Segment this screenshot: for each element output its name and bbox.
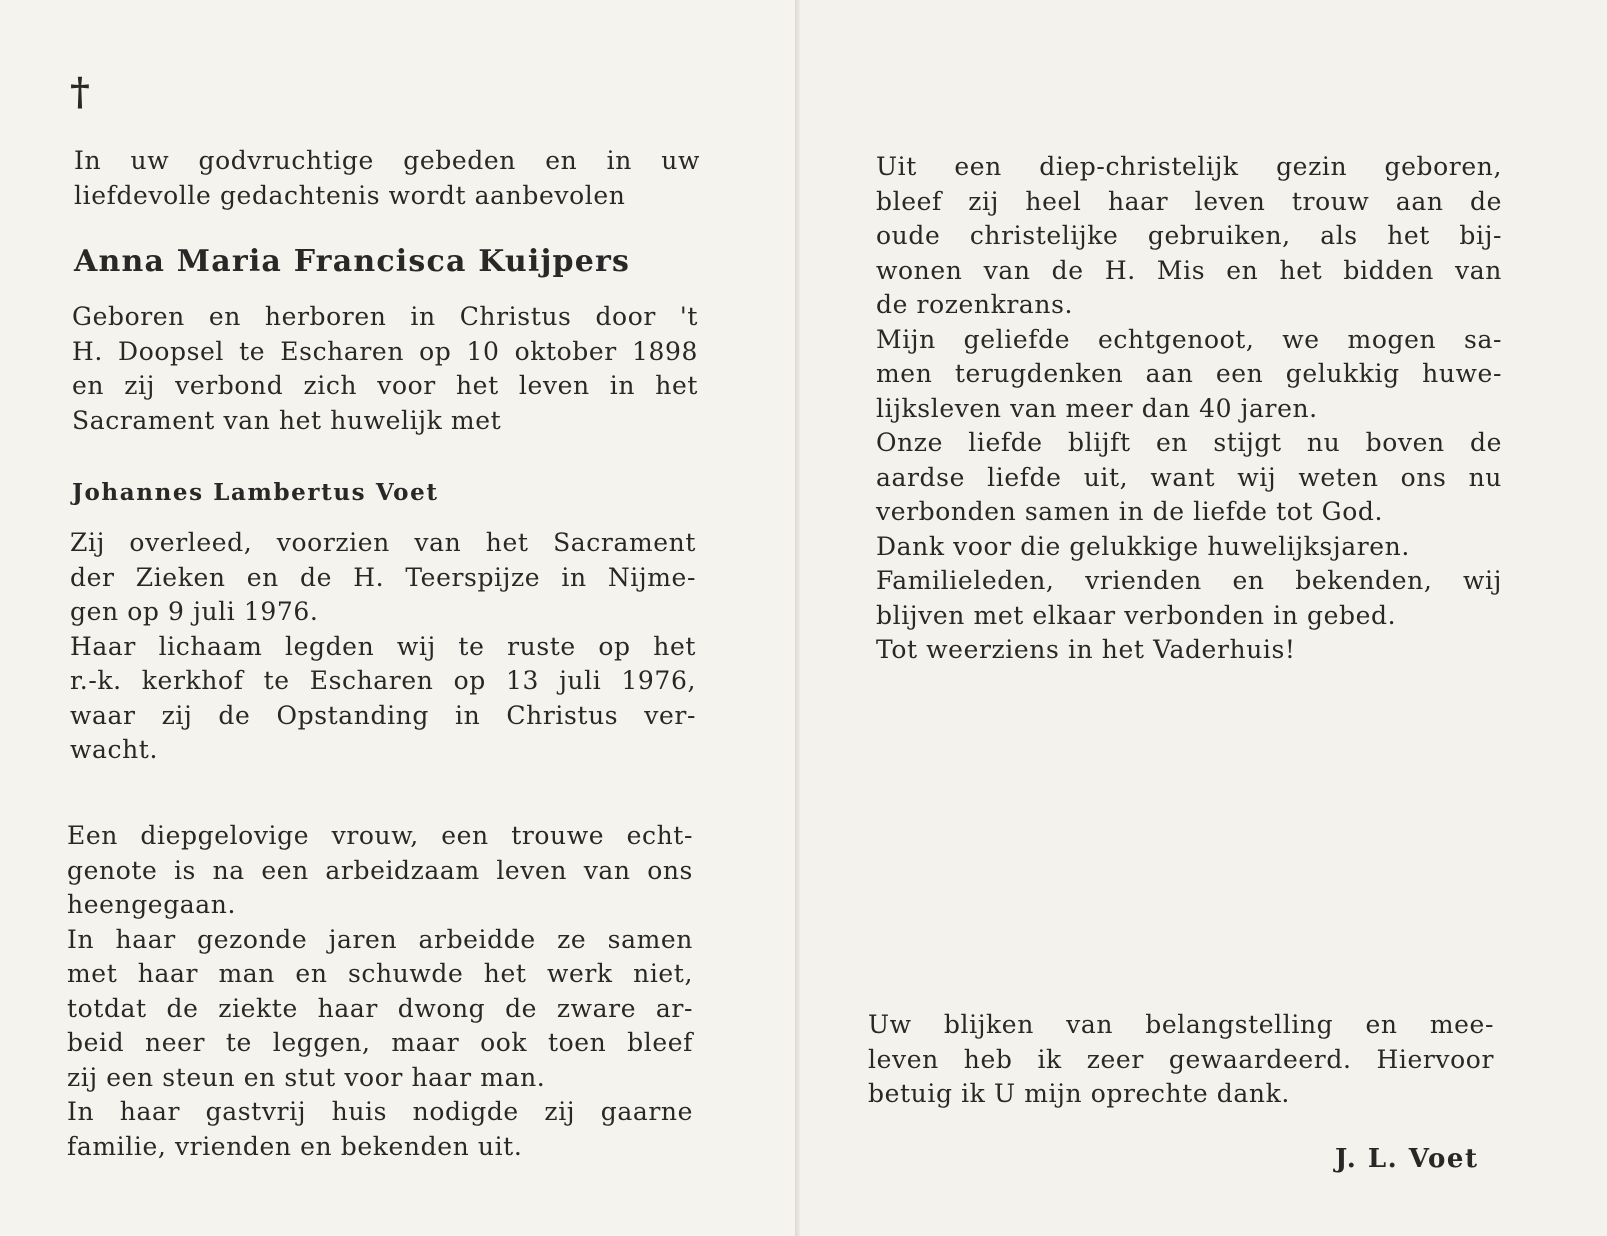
reflection-line: aardse liefde uit, want wij weten ons nu [876,462,1502,492]
tribute-line: heengegaan. [67,890,237,919]
reflection-line: Dank voor die gelukkige huwelijksjaren. [876,531,1410,561]
thanks-paragraph [868,1008,1494,1112]
birth-paragraph [72,300,698,438]
tribute-line: beid neer te leggen, maar ook toen bleef [67,1028,693,1057]
death-line: r.-k. kerkhof te Escharen op 13 juli 1976, [70,666,696,695]
tribute-line: Een diepgelovige vrouw, een trouwe echt- [67,821,693,850]
thanks-line: Uw blijken van belangstelling en mee- [868,1010,1494,1039]
birth-line: Sacrament van het huwelijk met [72,405,502,435]
cross-icon: † [70,69,90,114]
intro-paragraph [74,144,700,213]
reflection-line: blijven met elkaar verbonden in gebed. [876,600,1397,630]
reflection-line: Tot weerziens in het Vaderhuis! [876,635,1296,664]
death-line: wacht. [70,735,158,764]
tribute-line: genote is na een arbeidzaam leven van ons [67,855,693,885]
birth-line: en zij verbond zich voor het leven in het [72,371,698,400]
deceased-name: Anna Maria Francisca Kuijpers [74,244,631,279]
death-paragraph [70,526,696,768]
tribute-line: totdat de ziekte haar dwong de zware ar- [67,993,693,1023]
reflection-line: oude christelijke gebruiken, als het bij- [876,221,1502,250]
signature: J. L. Voet [1335,1144,1479,1174]
death-line: der Zieken en de H. Teerspijze in Nijme- [70,562,696,592]
intro-line: In uw godvruchtige gebeden en in uw [74,146,700,175]
birth-line: H. Doopsel te Escharen op 10 oktober 1898 [72,336,698,366]
death-line: waar zij de Opstanding in Christus ver- [70,700,696,730]
tribute-line: familie, vrienden en bekenden uit. [67,1131,523,1161]
tribute-line: zij een steun en stut voor haar man. [67,1062,546,1092]
death-line: Zij overleed, voorzien van het Sacrament [70,528,696,557]
reflection-line: wonen van de H. Mis en het bidden van [876,255,1502,285]
death-line: Haar lichaam legden wij te ruste op het [70,631,696,661]
reflection-line: Familieleden, vrienden en bekenden, wij [876,566,1502,595]
reflection-line: men terugdenken aan een gelukkig huwe- [876,359,1502,388]
reflection-line: bleef zij heel haar leven trouw aan de [876,186,1502,216]
reflection-line: Uit een diep-christelijk gezin geboren, [876,152,1502,181]
reflection-paragraph [876,150,1502,668]
thanks-line: betuig ik U mijn oprechte dank. [868,1079,1290,1108]
thanks-line: leven heb ik zeer gewaardeerd. Hiervoor [868,1044,1494,1074]
birth-line: Geboren en herboren in Christus door 't [72,302,698,331]
death-line: gen op 9 juli 1976. [70,597,319,626]
intro-line: liefdevolle gedachtenis wordt aanbevolen [74,180,626,210]
reflection-line: de rozenkrans. [876,290,1074,319]
reflection-line: lijksleven van meer dan 40 jaren. [876,393,1318,423]
tribute-line: met haar man en schuwde het werk niet, [67,959,693,988]
tribute-line: In haar gastvrij huis nodigde zij gaarne [67,1097,693,1126]
spouse-name: Johannes Lambertus Voet [72,479,439,506]
tribute-line: In haar gezonde jaren arbeidde ze samen [67,924,693,954]
reflection-line: verbonden samen in de liefde tot God. [876,497,1383,526]
reflection-line: Onze liefde blijft en stijgt nu boven de [876,428,1502,457]
left-panel [0,0,795,1236]
reflection-line: Mijn geliefde echtgenoot, we mogen sa- [876,324,1502,354]
tribute-paragraph [67,819,693,1164]
